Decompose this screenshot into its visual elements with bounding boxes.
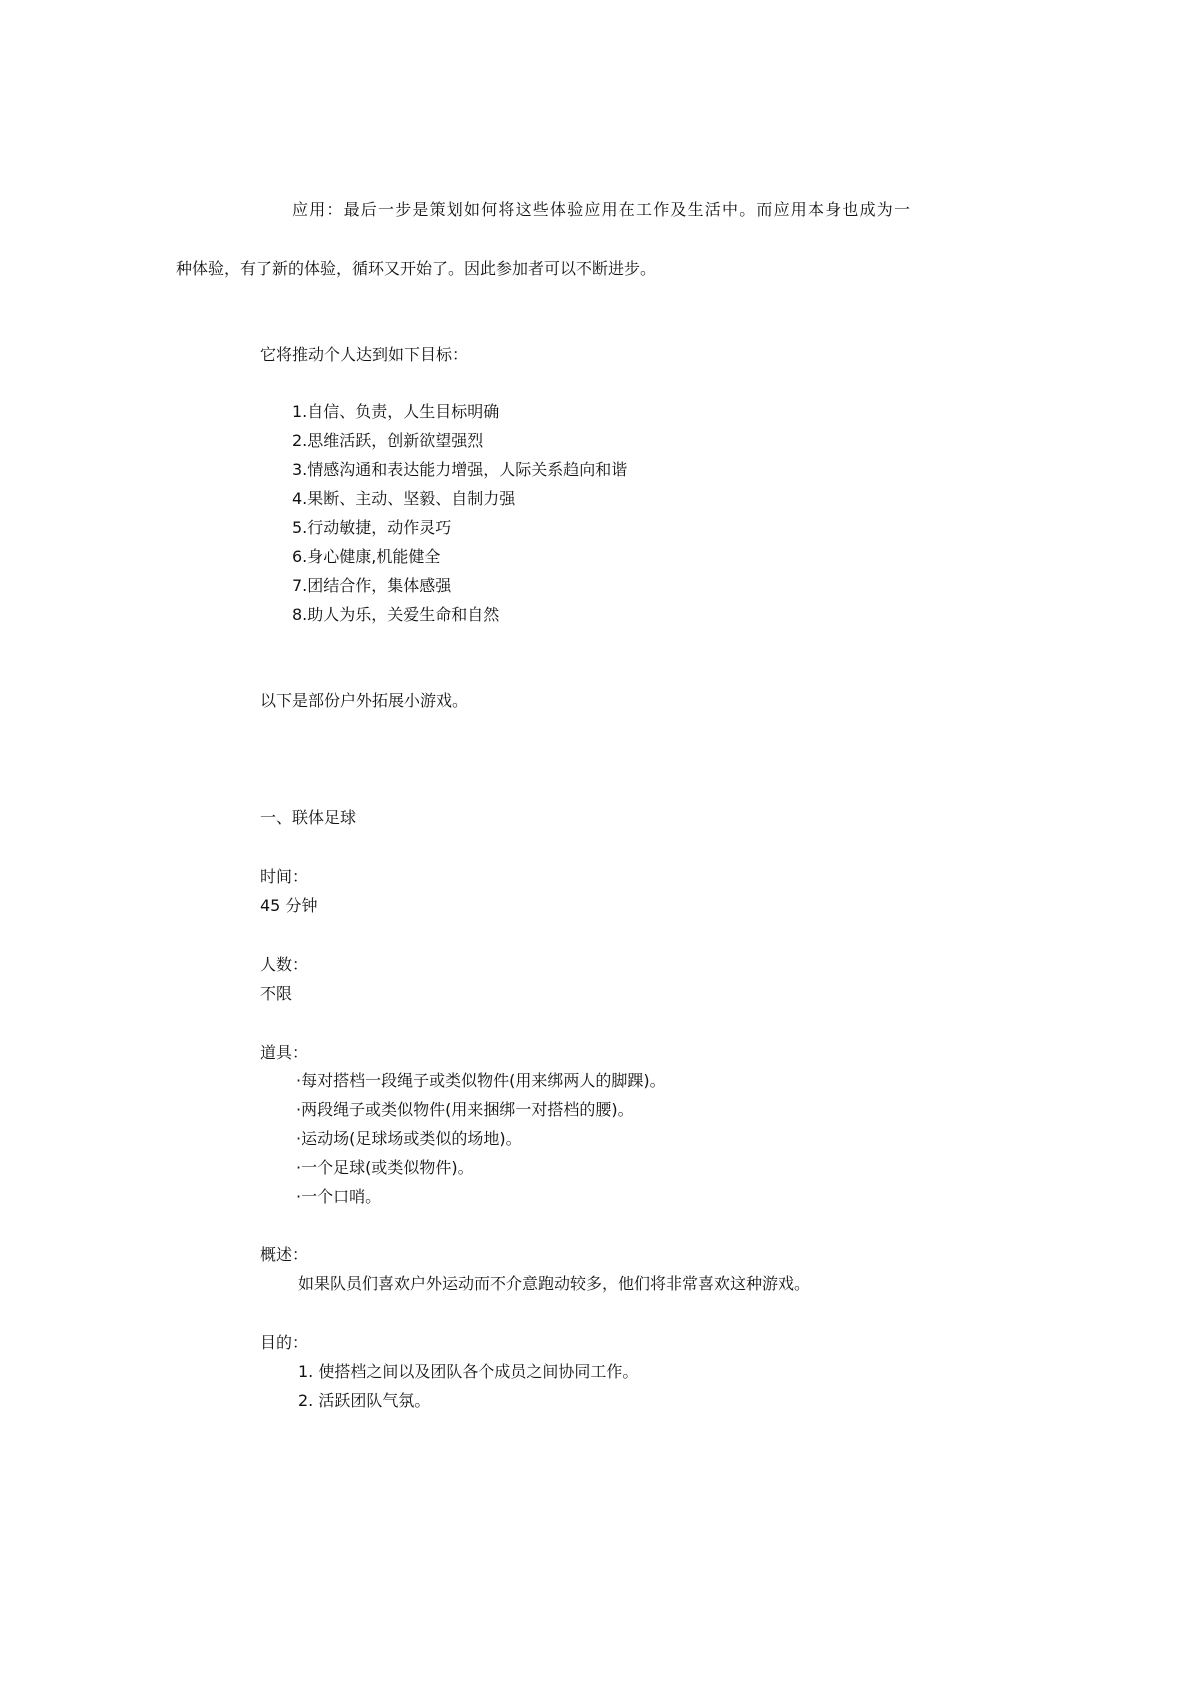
goal-item: 3.情感沟通和表达能力增强，人际关系趋向和谐	[292, 460, 628, 479]
goal-item: 5.行动敏捷，动作灵巧	[292, 518, 452, 537]
prop-item: ·每对搭档一段绳子或类似物件(用来绑两人的脚踝)。	[296, 1071, 666, 1090]
overview-label: 概述：	[260, 1245, 309, 1264]
people-label: 人数：	[260, 955, 309, 974]
goal-item: 8.助人为乐，关爱生命和自然	[292, 605, 500, 624]
time-label: 时间：	[260, 867, 309, 886]
prop-item: ·两段绳子或类似物件(用来捆绑一对搭档的腰)。	[296, 1100, 634, 1119]
goal-item: 6.身心健康,机能健全	[292, 547, 441, 566]
props-label: 道具：	[260, 1043, 309, 1062]
application-paragraph-line-2: 种体验，有了新的体验，循环又开始了。因此参加者可以不断进步。	[176, 259, 657, 278]
game-title: 一、联体足球	[260, 808, 357, 827]
overview-text: 如果队员们喜欢户外运动而不介意跑动较多，他们将非常喜欢这种游戏。	[298, 1274, 811, 1293]
goal-item: 2.思维活跃，创新欲望强烈	[292, 431, 484, 450]
games-intro: 以下是部份户外拓展小游戏。	[260, 691, 469, 710]
purpose-item: 1. 使搭档之间以及团队各个成员之间协同工作。	[298, 1362, 639, 1381]
purpose-label: 目的：	[260, 1333, 309, 1352]
goal-item: 4.果断、主动、坚毅、自制力强	[292, 489, 516, 508]
goal-item: 1.自信、负责，人生目标明确	[292, 402, 500, 421]
time-value: 45 分钟	[260, 896, 318, 915]
people-value: 不限	[260, 984, 293, 1003]
prop-item: ·运动场(足球场或类似的场地)。	[296, 1129, 522, 1148]
prop-item: ·一个口哨。	[296, 1187, 382, 1206]
goal-item: 7.团结合作，集体感强	[292, 576, 452, 595]
goals-heading: 它将推动个人达到如下目标：	[260, 345, 469, 364]
purpose-item: 2. 活跃团队气氛。	[298, 1391, 431, 1410]
application-paragraph-line-1: 应用：最后一步是策划如何将这些体验应用在工作及生活中。而应用本身也成为一	[292, 200, 912, 219]
prop-item: ·一个足球(或类似物件)。	[296, 1158, 474, 1177]
